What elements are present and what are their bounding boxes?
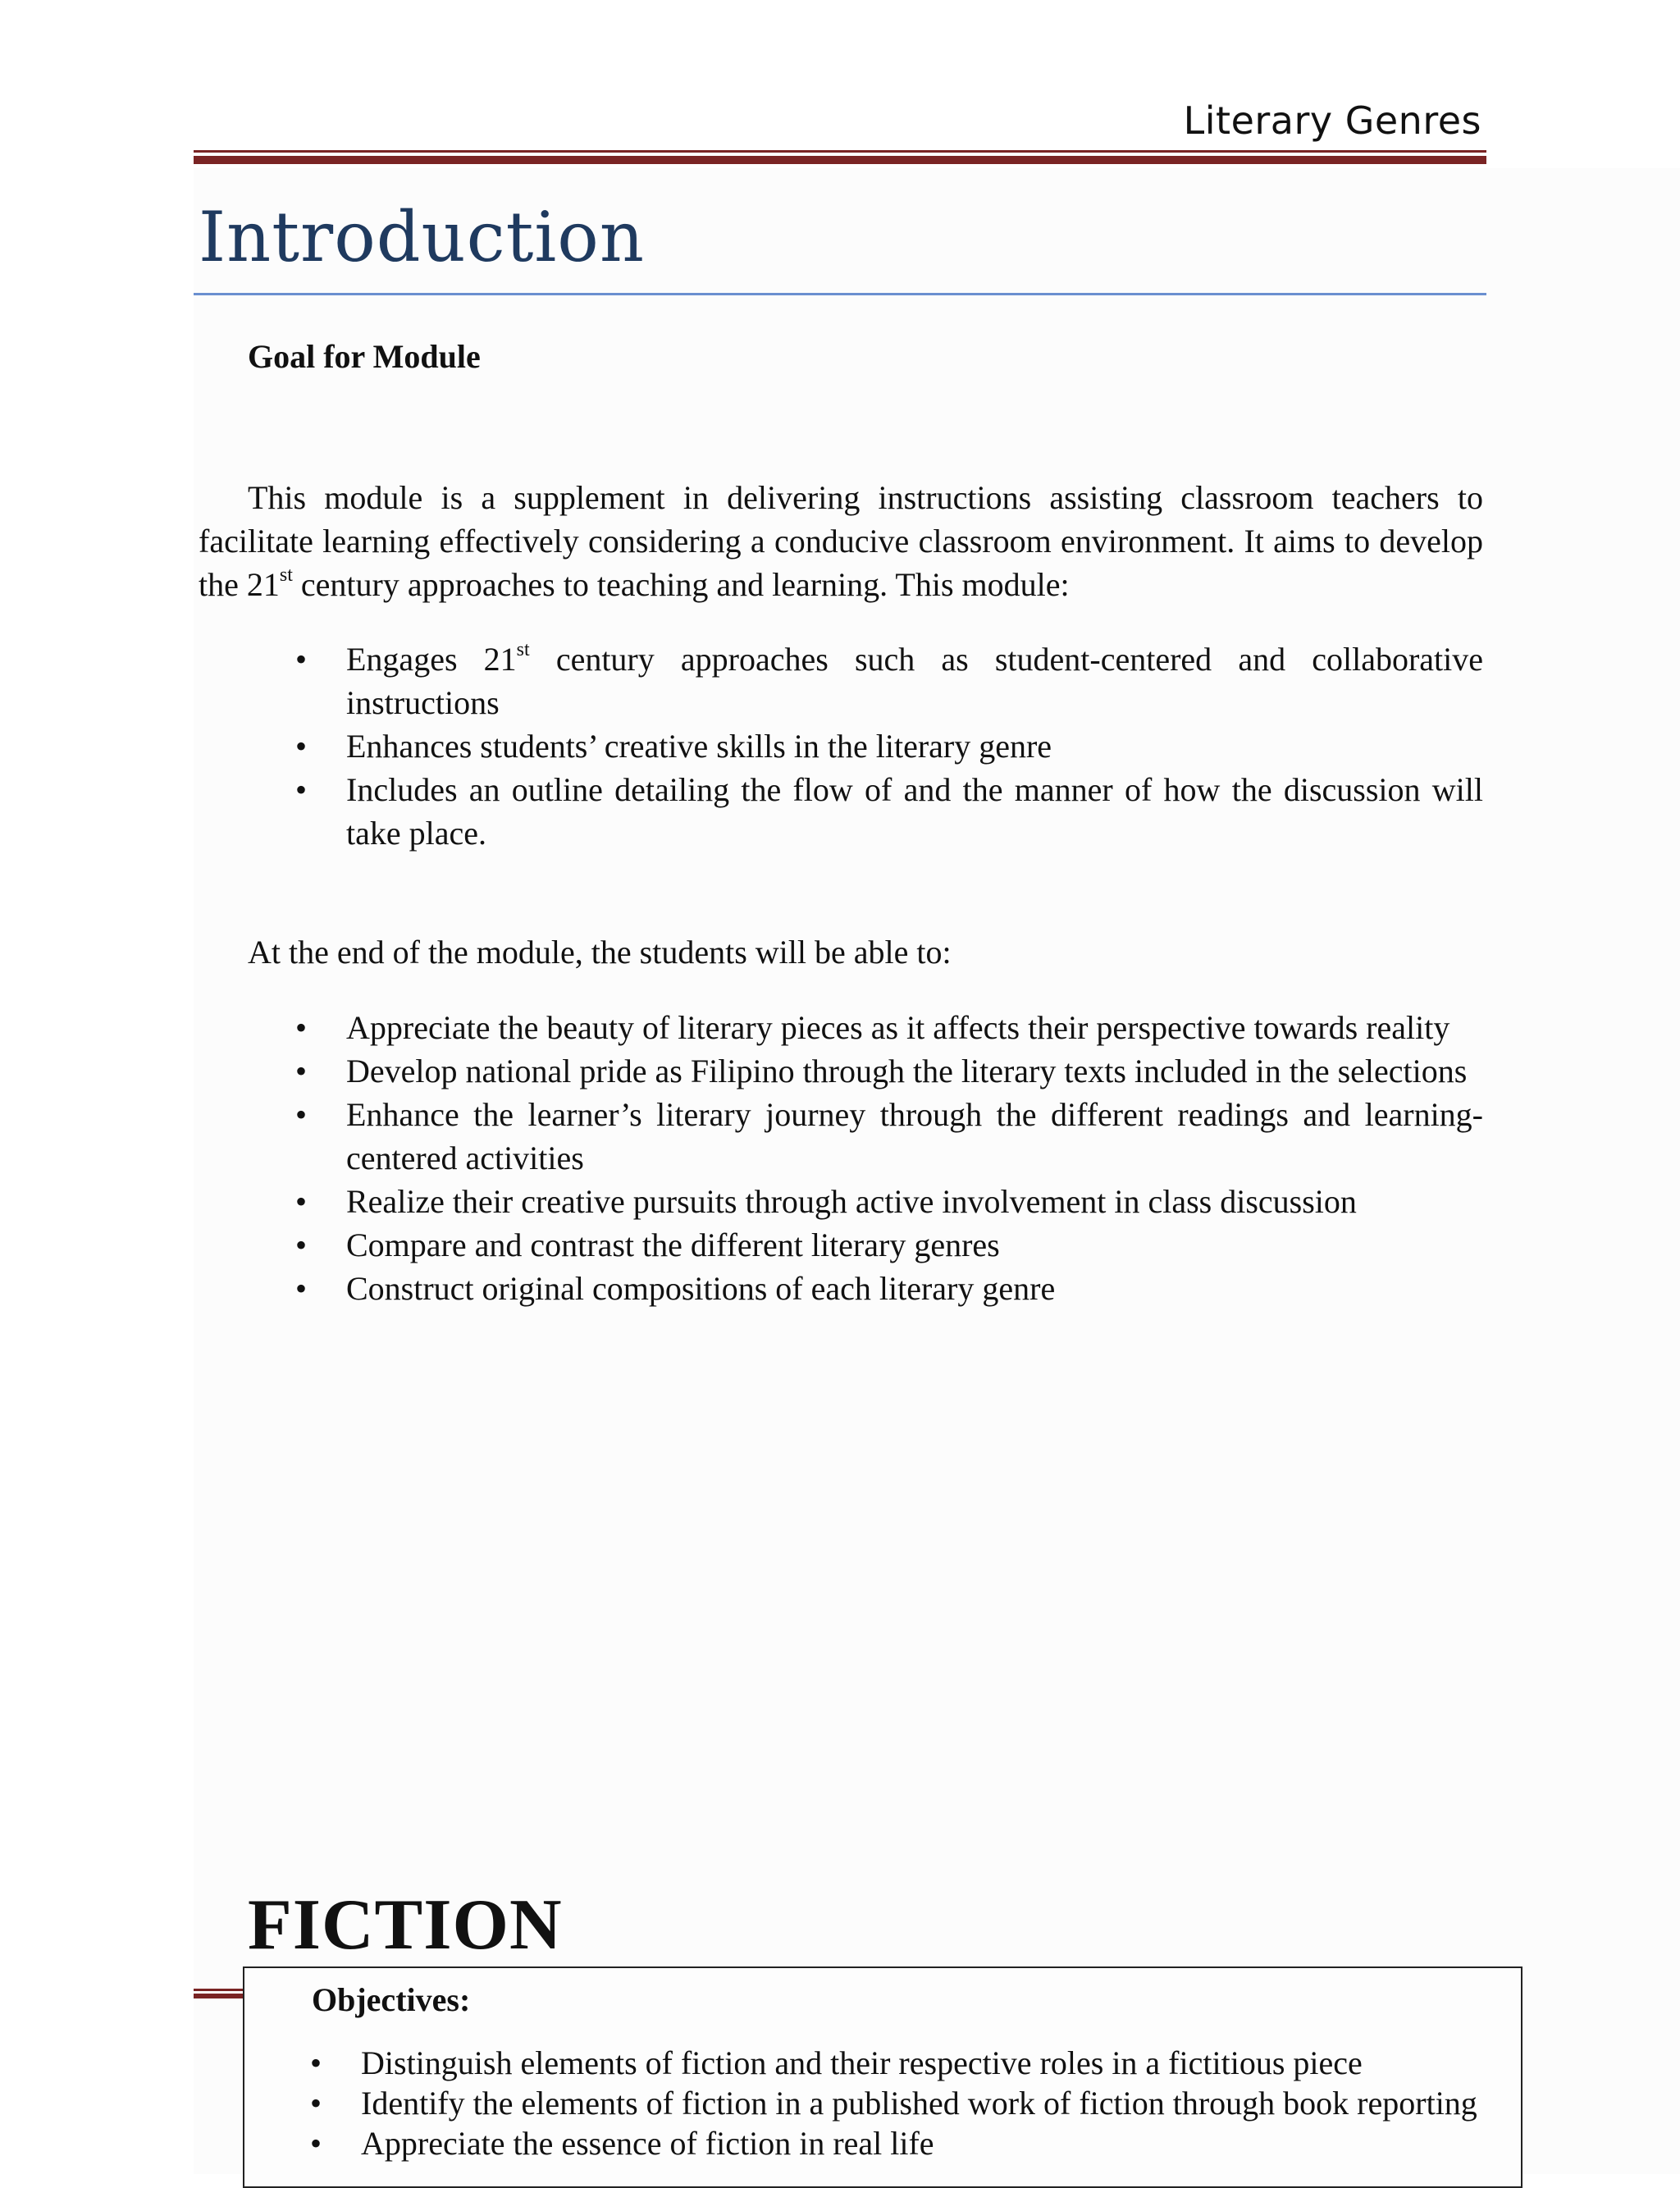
superscript-st: st — [279, 564, 293, 586]
list-item-text: Includes an outline detailing the flow of and the manner of how the discussion will take place. — [346, 771, 1483, 852]
bullet-icon: • — [295, 1226, 308, 1263]
side-rule-thin — [194, 1989, 243, 1991]
bullet-icon: • — [295, 771, 308, 808]
list-item — [295, 768, 1483, 855]
list-item-text: Construct original compositions of each literary genre — [346, 1270, 1056, 1307]
list-item — [310, 2043, 1509, 2083]
running-header-title: Literary Genres — [1183, 98, 1481, 143]
list-item-text: Develop national pride as Filipino through the literary texts included in the selections — [346, 1053, 1468, 1089]
list-item-text: Realize their creative pursuits through active involvement in class discussion — [346, 1183, 1357, 1220]
outcomes-lead-in: At the end of the module, the students will be able to: — [248, 934, 952, 971]
goal-subheading: Goal for Module — [248, 338, 481, 375]
list-item-text: Distinguish elements of fiction and their respective roles in a fictitious piece — [361, 2044, 1363, 2081]
list-item — [295, 637, 1483, 724]
list-item — [295, 1006, 1483, 1049]
header-rule-thick — [194, 156, 1486, 164]
bullet-icon: • — [295, 641, 308, 678]
bullet-icon: • — [310, 2085, 322, 2122]
intro-paragraph — [199, 476, 1483, 606]
list-item — [310, 2083, 1509, 2123]
header-rule-thin — [194, 150, 1486, 153]
list-item — [295, 1180, 1483, 1223]
module-features-list — [295, 637, 1483, 855]
list-item — [295, 724, 1483, 768]
section-heading-introduction: Introduction — [199, 197, 645, 277]
list-item-text: Identify the elements of fiction in a published work of fiction through book reporting — [361, 2085, 1477, 2122]
list-item-text: Enhance the learner’s literary journey through the different readings and learning-centered activities — [346, 1096, 1483, 1176]
intro-paragraph-part2: century approaches to teaching and learning. This module: — [292, 566, 1070, 603]
list-item-text: Compare and contrast the different literary genres — [346, 1226, 1000, 1263]
side-rule-thick — [194, 1994, 243, 1998]
bullet-icon: • — [310, 2125, 322, 2162]
list-item — [295, 1267, 1483, 1310]
list-item-text: Engages 21 — [346, 641, 517, 678]
bullet-icon: • — [310, 2044, 322, 2081]
intro-paragraph-part1: This module is a supplement in delivering instructions assisting classroom teachers to facilitate learning effectively considering a conducive classroom environment. It aims to develop the 21 — [199, 479, 1483, 603]
bullet-icon: • — [295, 728, 308, 765]
list-item — [295, 1223, 1483, 1267]
bullet-icon: • — [295, 1096, 308, 1133]
heading-underline — [194, 293, 1486, 295]
objectives-list — [310, 2043, 1509, 2163]
bullet-icon: • — [295, 1009, 308, 1046]
list-item-text: Appreciate the essence of fiction in real life — [361, 2125, 934, 2162]
superscript-st: st — [516, 638, 530, 660]
list-item-text: Appreciate the beauty of literary pieces as it affects their perspective towards reality — [346, 1009, 1450, 1046]
objectives-label: Objectives: — [312, 1981, 471, 2018]
list-item-text: century approaches such as student-centered and collaborative instructions — [346, 641, 1483, 721]
list-item — [295, 1093, 1483, 1180]
list-item-text: Enhances students’ creative skills in the literary genre — [346, 728, 1052, 765]
bullet-icon: • — [295, 1270, 308, 1307]
list-item — [295, 1049, 1483, 1093]
section-title-fiction: FICTION — [248, 1885, 563, 1965]
bullet-icon: • — [295, 1053, 308, 1089]
bullet-icon: • — [295, 1183, 308, 1220]
list-item — [310, 2123, 1509, 2163]
learning-outcomes-list — [295, 1006, 1483, 1310]
